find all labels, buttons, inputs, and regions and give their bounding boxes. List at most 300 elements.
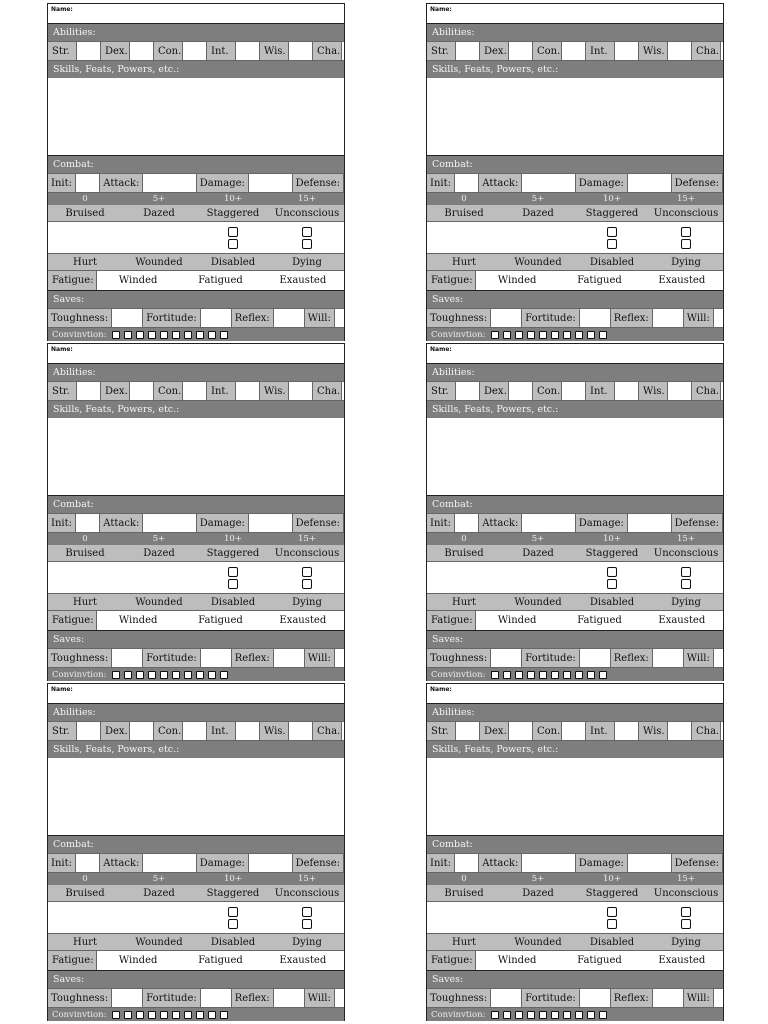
ability-input[interactable] [455, 722, 480, 740]
init-input[interactable] [454, 854, 479, 872]
threshold: 5+ [531, 534, 545, 544]
name-row[interactable] [48, 4, 344, 24]
condition: Dazed [522, 547, 554, 559]
fortitude-input[interactable] [200, 649, 232, 667]
toughness-input[interactable] [490, 989, 522, 1007]
toughness-input[interactable] [111, 309, 143, 327]
checkbox[interactable] [681, 227, 691, 237]
combat-header: Combat: [427, 836, 723, 853]
conviction-checkbox[interactable] [148, 1011, 156, 1019]
attack-input[interactable] [142, 174, 196, 192]
checkbox[interactable] [302, 227, 312, 237]
abilities-header: Abilities: [427, 24, 723, 41]
fatigue-level[interactable]: Exausted [658, 955, 706, 966]
conviction-checkbox[interactable] [148, 331, 156, 339]
conviction-checkbox[interactable] [172, 1011, 180, 1019]
fortitude-input[interactable] [579, 989, 611, 1007]
conviction-checkbox[interactable] [148, 671, 156, 679]
threshold: 15+ [677, 194, 695, 204]
fortitude-label: Fortitude: [525, 312, 576, 324]
conviction-checkbox[interactable] [503, 671, 511, 679]
ability-input[interactable] [288, 382, 313, 400]
conviction-checkbox[interactable] [184, 331, 192, 339]
conviction-checkbox[interactable] [575, 331, 583, 339]
checkbox[interactable] [302, 239, 312, 249]
condition: Unconscious [274, 207, 340, 219]
ability-input[interactable] [667, 382, 692, 400]
checkbox[interactable] [228, 579, 238, 589]
conviction-checkbox[interactable] [220, 1011, 228, 1019]
reflex-input[interactable] [652, 309, 684, 327]
defense-input[interactable] [343, 514, 344, 532]
name-row[interactable] [427, 684, 723, 704]
ability-input[interactable] [508, 722, 533, 740]
ability-input[interactable] [720, 722, 723, 740]
will-input[interactable] [713, 989, 723, 1007]
conviction-checkbox[interactable] [220, 671, 228, 679]
dazed-track[interactable] [501, 562, 575, 593]
will-input[interactable] [713, 309, 723, 327]
conviction-checkbox[interactable] [527, 1011, 535, 1019]
damage-input[interactable] [248, 174, 293, 192]
checkbox[interactable] [607, 919, 617, 929]
condition: Unconscious [653, 547, 719, 559]
damage-input[interactable] [248, 854, 293, 872]
conviction-checkbox[interactable] [539, 1011, 547, 1019]
conviction-checkbox[interactable] [551, 331, 559, 339]
fatigue-level[interactable]: Exausted [658, 615, 706, 626]
hurt-label: Hurt [73, 596, 97, 608]
checkbox[interactable] [302, 567, 312, 577]
ability-input[interactable] [561, 42, 586, 60]
conviction-checkbox[interactable] [184, 1011, 192, 1019]
ability-input[interactable] [614, 42, 639, 60]
conviction-checkbox[interactable] [208, 1011, 216, 1019]
ability-input[interactable] [288, 42, 313, 60]
will-input[interactable] [713, 649, 723, 667]
attack-input[interactable] [521, 514, 575, 532]
conviction-label: Convinvtion: [431, 1009, 486, 1020]
combat-header: Combat: [48, 496, 344, 513]
damage-input[interactable] [627, 514, 672, 532]
fortitude-input[interactable] [579, 309, 611, 327]
fatigue-level[interactable]: Fatigued [577, 615, 622, 626]
checkbox[interactable] [681, 907, 691, 917]
staggered-track [196, 562, 270, 593]
conviction-checkbox[interactable] [587, 671, 595, 679]
conviction-checkbox[interactable] [599, 1011, 607, 1019]
conviction-checkbox[interactable] [160, 671, 168, 679]
ability-input[interactable] [76, 42, 101, 60]
dazed-track[interactable] [501, 222, 575, 253]
attack-input[interactable] [142, 854, 196, 872]
fatigue-level[interactable]: Exausted [279, 955, 327, 966]
bruised-track[interactable] [427, 562, 501, 593]
reflex-input[interactable] [652, 989, 684, 1007]
condition: Unconscious [653, 887, 719, 899]
hurt-label: Dying [671, 596, 701, 608]
hurt-label: Dying [671, 936, 701, 948]
ability-input[interactable] [129, 722, 154, 740]
conviction-checkbox[interactable] [172, 671, 180, 679]
reflex-label: Reflex: [613, 652, 649, 664]
conviction-checkbox[interactable] [124, 671, 132, 679]
conviction-checkbox[interactable] [575, 1011, 583, 1019]
checkbox[interactable] [302, 907, 312, 917]
name-row[interactable] [48, 684, 344, 704]
threshold: 10+ [603, 194, 621, 204]
reflex-input[interactable] [273, 309, 305, 327]
attack-label: Attack: [482, 857, 519, 869]
conviction-checkbox[interactable] [208, 671, 216, 679]
hurt-label: Hurt [73, 256, 97, 268]
name-row[interactable] [427, 4, 723, 24]
conviction-checkbox[interactable] [112, 1011, 120, 1019]
ability-label: Int. [590, 45, 608, 57]
fatigue-level[interactable]: Winded [118, 275, 158, 286]
damage-track [48, 222, 344, 254]
ability-input[interactable] [182, 382, 207, 400]
conviction-checkbox[interactable] [503, 331, 511, 339]
condition: Dazed [522, 887, 554, 899]
conviction-checkbox[interactable] [599, 331, 607, 339]
ability-input[interactable] [667, 722, 692, 740]
attack-input[interactable] [521, 854, 575, 872]
skills-area[interactable] [427, 758, 723, 836]
ability-input[interactable] [720, 42, 723, 60]
defense-input[interactable] [722, 854, 723, 872]
conviction-boxes [487, 1011, 607, 1019]
ability-input[interactable] [455, 42, 480, 60]
conviction-checkbox[interactable] [587, 1011, 595, 1019]
fatigue-level[interactable]: Exausted [658, 275, 706, 286]
ability-label: Con. [158, 385, 182, 397]
abilities-header: Abilities: [48, 704, 344, 721]
fatigue-level[interactable]: Winded [118, 955, 158, 966]
conviction-checkbox[interactable] [124, 331, 132, 339]
conviction-checkbox[interactable] [539, 671, 547, 679]
will-input[interactable] [334, 989, 344, 1007]
threshold-row [48, 533, 344, 545]
conviction-checkbox[interactable] [539, 331, 547, 339]
skills-area[interactable] [48, 758, 344, 836]
character-card [426, 3, 724, 341]
toughness-label: Toughness: [51, 652, 109, 664]
checkbox[interactable] [302, 579, 312, 589]
conviction-checkbox[interactable] [575, 671, 583, 679]
fatigue-level[interactable]: Winded [497, 615, 537, 626]
checkbox[interactable] [681, 919, 691, 929]
bruised-track[interactable] [427, 902, 501, 933]
checkbox[interactable] [228, 227, 238, 237]
ability-input[interactable] [288, 722, 313, 740]
checkbox[interactable] [607, 907, 617, 917]
name-label: Name: [430, 6, 452, 13]
condition: Bruised [65, 887, 105, 899]
fatigue-level[interactable]: Winded [497, 955, 537, 966]
threshold: 0 [82, 874, 88, 884]
checkbox[interactable] [607, 239, 617, 249]
fatigue-level[interactable]: Fatigued [577, 275, 622, 286]
ability-input[interactable] [129, 382, 154, 400]
abilities-header: Abilities: [48, 364, 344, 381]
ability-label: Cha. [696, 385, 720, 397]
threshold: 0 [461, 874, 467, 884]
saves-header: Saves: [48, 291, 344, 308]
conviction-checkbox[interactable] [491, 1011, 499, 1019]
ability-label: Con. [537, 385, 561, 397]
threshold: 0 [461, 534, 467, 544]
dazed-track[interactable] [501, 902, 575, 933]
fatigue-row [427, 951, 723, 971]
conviction-checkbox[interactable] [136, 1011, 144, 1019]
threshold: 5+ [152, 874, 166, 884]
fortitude-input[interactable] [200, 309, 232, 327]
conviction-checkbox[interactable] [515, 671, 523, 679]
damage-input[interactable] [627, 174, 672, 192]
ability-label: Dex. [484, 725, 507, 737]
conviction-checkbox[interactable] [587, 331, 595, 339]
ability-label: Dex. [105, 45, 128, 57]
saves-header: Saves: [48, 971, 344, 988]
conviction-checkbox[interactable] [196, 1011, 204, 1019]
ability-input[interactable] [561, 382, 586, 400]
conviction-checkbox[interactable] [112, 671, 120, 679]
ability-input[interactable] [614, 382, 639, 400]
name-label: Name: [430, 346, 452, 353]
skills-area[interactable] [48, 418, 344, 496]
name-row[interactable] [48, 344, 344, 364]
attack-input[interactable] [142, 514, 196, 532]
reflex-input[interactable] [652, 649, 684, 667]
checkbox[interactable] [228, 919, 238, 929]
ability-label: Str. [431, 725, 449, 737]
condition: Unconscious [653, 207, 719, 219]
ability-input[interactable] [76, 382, 101, 400]
conviction-checkbox[interactable] [184, 671, 192, 679]
hurt-label: Dying [292, 936, 322, 948]
checkbox[interactable] [228, 567, 238, 577]
saves-header: Saves: [427, 291, 723, 308]
toughness-label: Toughness: [430, 652, 488, 664]
condition: Dazed [143, 207, 175, 219]
hurt-label: Disabled [589, 936, 635, 948]
checkbox[interactable] [302, 919, 312, 929]
ability-input[interactable] [129, 42, 154, 60]
ability-label: Cha. [317, 385, 341, 397]
fatigue-label: Fatigue: [427, 271, 476, 290]
threshold-row [427, 533, 723, 545]
hurt-label: Dying [671, 256, 701, 268]
reflex-input[interactable] [273, 989, 305, 1007]
skills-header: Skills, Feats, Powers, etc.: [48, 741, 344, 758]
will-input[interactable] [334, 649, 344, 667]
defense-label: Defense: [295, 517, 341, 529]
fatigue-level[interactable]: Exausted [279, 275, 327, 286]
abilities-header: Abilities: [48, 24, 344, 41]
conviction-checkbox[interactable] [599, 671, 607, 679]
fatigue-level[interactable]: Winded [497, 275, 537, 286]
conviction-checkbox[interactable] [551, 1011, 559, 1019]
ability-input[interactable] [508, 382, 533, 400]
checkbox[interactable] [681, 567, 691, 577]
toughness-input[interactable] [111, 989, 143, 1007]
skills-header: Skills, Feats, Powers, etc.: [427, 741, 723, 758]
saves-row [427, 308, 723, 328]
defense-label: Defense: [674, 177, 720, 189]
condition: Staggered [206, 207, 260, 219]
ability-input[interactable] [508, 42, 533, 60]
toughness-input[interactable] [111, 649, 143, 667]
ability-input[interactable] [614, 722, 639, 740]
toughness-input[interactable] [490, 309, 522, 327]
bruised-track[interactable] [48, 222, 122, 253]
reflex-label: Reflex: [613, 312, 649, 324]
ability-input[interactable] [341, 42, 344, 60]
skills-area[interactable] [427, 418, 723, 496]
defense-input[interactable] [722, 514, 723, 532]
hurt-label: Wounded [514, 596, 562, 608]
conviction-checkbox[interactable] [208, 331, 216, 339]
ability-input[interactable] [182, 42, 207, 60]
fatigue-level[interactable]: Fatigued [198, 275, 243, 286]
saves-row [48, 648, 344, 668]
will-label: Will: [686, 992, 710, 1004]
conviction-checkbox[interactable] [515, 1011, 523, 1019]
init-input[interactable] [454, 174, 479, 192]
defense-input[interactable] [343, 854, 344, 872]
checkbox[interactable] [681, 239, 691, 249]
checkbox[interactable] [607, 579, 617, 589]
name-row[interactable] [427, 344, 723, 364]
checkbox[interactable] [681, 579, 691, 589]
damage-input[interactable] [627, 854, 672, 872]
skills-header: Skills, Feats, Powers, etc.: [427, 61, 723, 78]
defense-input[interactable] [343, 174, 344, 192]
threshold: 5+ [152, 534, 166, 544]
conviction-checkbox[interactable] [136, 671, 144, 679]
damage-label: Damage: [199, 517, 245, 529]
dazed-track[interactable] [122, 902, 196, 933]
staggered-track [575, 902, 649, 933]
bruised-track[interactable] [48, 562, 122, 593]
bruised-track[interactable] [427, 222, 501, 253]
ability-label: Str. [431, 45, 449, 57]
ability-input[interactable] [235, 382, 260, 400]
ability-label: Str. [52, 45, 70, 57]
conviction-checkbox[interactable] [491, 671, 499, 679]
hurt-label: Dying [292, 596, 322, 608]
will-input[interactable] [334, 309, 344, 327]
init-input[interactable] [75, 854, 100, 872]
conviction-checkbox[interactable] [136, 331, 144, 339]
dazed-track[interactable] [122, 222, 196, 253]
fatigue-level[interactable]: Fatigued [198, 615, 243, 626]
damage-track [427, 902, 723, 934]
ability-input[interactable] [720, 382, 723, 400]
fortitude-input[interactable] [579, 649, 611, 667]
hurt-label: Disabled [589, 596, 635, 608]
init-input[interactable] [454, 514, 479, 532]
ability-input[interactable] [235, 722, 260, 740]
conviction-row [427, 328, 723, 341]
hurt-row [48, 254, 344, 271]
bruised-track[interactable] [48, 902, 122, 933]
toughness-input[interactable] [490, 649, 522, 667]
skills-area[interactable] [427, 78, 723, 156]
conviction-checkbox[interactable] [527, 331, 535, 339]
unconscious-track [649, 902, 723, 933]
threshold: 10+ [224, 194, 242, 204]
fatigue-level[interactable]: Fatigued [577, 955, 622, 966]
conviction-checkbox[interactable] [503, 1011, 511, 1019]
conviction-boxes [108, 671, 228, 679]
conviction-checkbox[interactable] [563, 1011, 571, 1019]
conviction-checkbox[interactable] [160, 1011, 168, 1019]
checkbox[interactable] [607, 567, 617, 577]
conviction-checkbox[interactable] [172, 331, 180, 339]
skills-area[interactable] [48, 78, 344, 156]
fatigue-level[interactable]: Exausted [279, 615, 327, 626]
hurt-label: Wounded [135, 936, 183, 948]
conviction-checkbox[interactable] [515, 331, 523, 339]
threshold-row [48, 193, 344, 205]
conviction-checkbox[interactable] [112, 331, 120, 339]
conviction-checkbox[interactable] [563, 331, 571, 339]
fatigue-level[interactable]: Winded [118, 615, 158, 626]
ability-input[interactable] [455, 382, 480, 400]
init-input[interactable] [75, 174, 100, 192]
fortitude-input[interactable] [200, 989, 232, 1007]
ability-input[interactable] [667, 42, 692, 60]
checkbox[interactable] [228, 239, 238, 249]
condition: Bruised [444, 887, 484, 899]
conviction-checkbox[interactable] [563, 671, 571, 679]
fatigue-row [427, 611, 723, 631]
conviction-checkbox[interactable] [551, 671, 559, 679]
conviction-checkbox[interactable] [491, 331, 499, 339]
init-input[interactable] [75, 514, 100, 532]
conviction-checkbox[interactable] [196, 331, 204, 339]
fatigue-level[interactable]: Fatigued [198, 955, 243, 966]
conviction-checkbox[interactable] [124, 1011, 132, 1019]
conviction-checkbox[interactable] [160, 331, 168, 339]
fortitude-label: Fortitude: [525, 652, 576, 664]
defense-input[interactable] [722, 174, 723, 192]
ability-input[interactable] [76, 722, 101, 740]
ability-input[interactable] [341, 722, 344, 740]
attack-input[interactable] [521, 174, 575, 192]
saves-header: Saves: [48, 631, 344, 648]
hurt-label: Hurt [452, 596, 476, 608]
conviction-checkbox[interactable] [220, 331, 228, 339]
unconscious-track [270, 902, 344, 933]
ability-input[interactable] [182, 722, 207, 740]
damage-input[interactable] [248, 514, 293, 532]
ability-input[interactable] [561, 722, 586, 740]
abilities-row [48, 41, 344, 61]
checkbox[interactable] [228, 907, 238, 917]
condition: Bruised [65, 207, 105, 219]
ability-input[interactable] [235, 42, 260, 60]
dazed-track[interactable] [122, 562, 196, 593]
will-label: Will: [686, 652, 710, 664]
ability-input[interactable] [341, 382, 344, 400]
conviction-checkbox[interactable] [527, 671, 535, 679]
checkbox[interactable] [607, 227, 617, 237]
reflex-input[interactable] [273, 649, 305, 667]
conviction-checkbox[interactable] [196, 671, 204, 679]
